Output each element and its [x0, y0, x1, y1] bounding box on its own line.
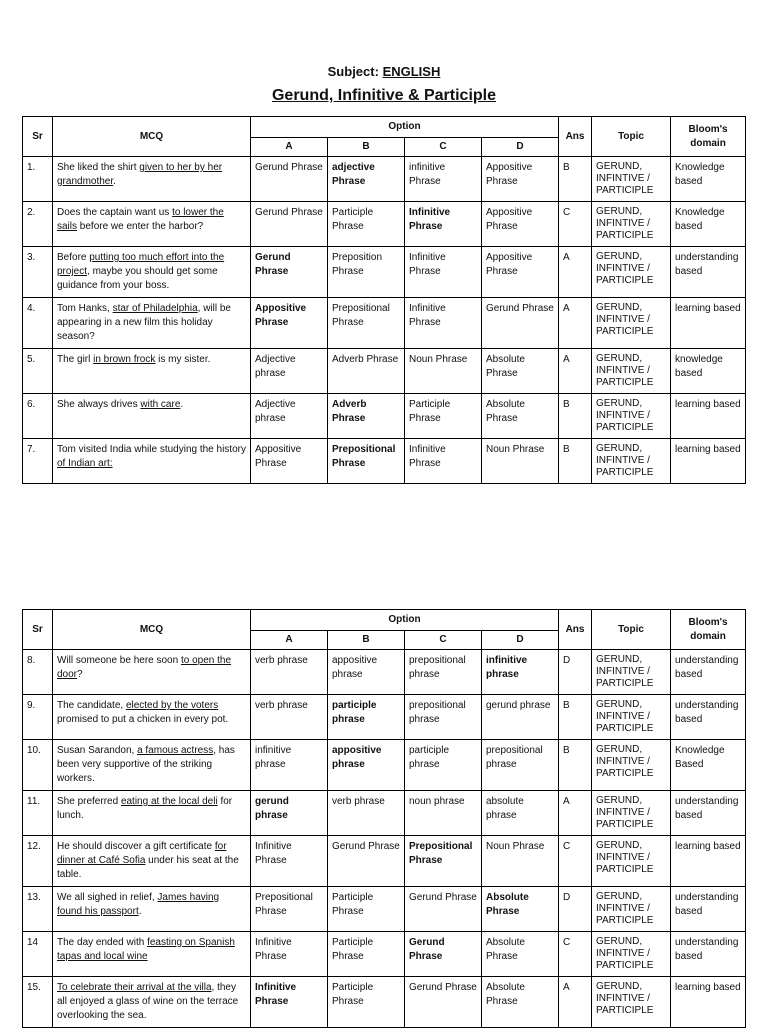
topic: GERUND, INFINTIVE / PARTICIPLE: [592, 650, 671, 695]
question-text: [53, 247, 251, 298]
header-option-a: A: [251, 631, 328, 650]
option-c: Infinitive Phrase: [405, 202, 482, 247]
question-text: [53, 298, 251, 349]
question-number: 13.: [23, 887, 53, 932]
underlined-phrase: for dinner at Café Sofia: [57, 841, 227, 866]
subject-value: ENGLISH: [382, 64, 441, 79]
question-segment: Tom Hanks,: [57, 303, 113, 314]
header-row: [23, 610, 746, 631]
topic: GERUND, INFINTIVE / PARTICIPLE: [592, 247, 671, 298]
question-row: [23, 202, 746, 247]
topic: GERUND, INFINTIVE / PARTICIPLE: [592, 887, 671, 932]
topic: GERUND, INFINTIVE / PARTICIPLE: [592, 932, 671, 977]
option-b: Prepositional Phrase: [328, 439, 405, 484]
answer: C: [559, 202, 592, 247]
question-row: [23, 394, 746, 439]
question-row: [23, 695, 746, 740]
answer: A: [559, 247, 592, 298]
option-b: Adverb Phrase: [328, 394, 405, 439]
question-text: [53, 157, 251, 202]
blooms-domain: learning based: [671, 439, 746, 484]
underlined-phrase: star of Philadelphia: [112, 303, 198, 314]
question-row: [23, 977, 746, 1028]
option-b: Preposition Phrase: [328, 247, 405, 298]
option-c: Infinitive Phrase: [405, 439, 482, 484]
header-mcq: MCQ: [53, 117, 251, 157]
question-segment: ?: [77, 669, 83, 680]
question-text: [53, 791, 251, 836]
option-a: Appositive Phrase: [251, 298, 328, 349]
blooms-domain: learning based: [671, 394, 746, 439]
option-b: participle phrase: [328, 695, 405, 740]
underlined-phrase: James having found his passport: [57, 892, 220, 917]
header-option-a: A: [251, 138, 328, 157]
question-text: [53, 695, 251, 740]
blooms-domain: Knowledge based: [671, 157, 746, 202]
underlined-phrase: in brown frock: [93, 354, 156, 365]
header-ans: Ans: [559, 610, 592, 650]
mcq-table-2: [22, 609, 746, 1028]
header-option: Option: [251, 117, 559, 138]
question-segment: , has been very supportive of the striking workers.: [57, 745, 235, 784]
question-segment: .: [138, 906, 142, 917]
question-text: [53, 740, 251, 791]
option-d: Absolute Phrase: [482, 977, 559, 1028]
question-segment: The day ended with: [57, 937, 148, 948]
option-b: Participle Phrase: [328, 977, 405, 1028]
option-c: Participle Phrase: [405, 394, 482, 439]
answer: D: [559, 650, 592, 695]
option-c: noun phrase: [405, 791, 482, 836]
question-number: 11.: [23, 791, 53, 836]
option-b: Participle Phrase: [328, 932, 405, 977]
underlined-phrase: to lower the sails: [57, 207, 224, 232]
blooms-domain: Knowledge based: [671, 202, 746, 247]
question-segment: under his seat at the table.: [57, 855, 239, 880]
blooms-domain: Knowledge Based: [671, 740, 746, 791]
header-topic: Topic: [592, 610, 671, 650]
answer: B: [559, 740, 592, 791]
underlined-phrase: elected by the voters: [125, 700, 219, 711]
option-a: Gerund Phrase: [251, 157, 328, 202]
question-segment: , they all enjoyed a glass of wine on the terrace overlooking the sea.: [57, 982, 239, 1021]
header-option: Option: [251, 610, 559, 631]
underlined-phrase: a famous actress: [137, 745, 214, 756]
question-row: [23, 349, 746, 394]
option-b: adjective Phrase: [328, 157, 405, 202]
option-d: Appositive Phrase: [482, 247, 559, 298]
subject-label: Subject:: [327, 64, 379, 79]
question-segment: Does the captain want us: [57, 207, 173, 218]
header-option-b: B: [328, 138, 405, 157]
header-bloom: Bloom's domain: [671, 117, 746, 157]
option-c: Prepositional Phrase: [405, 836, 482, 887]
question-segment: Will someone be here soon: [57, 655, 181, 666]
question-text: [53, 650, 251, 695]
question-row: [23, 247, 746, 298]
mcq-table-1: [22, 116, 746, 484]
answer: A: [559, 349, 592, 394]
option-d: Appositive Phrase: [482, 157, 559, 202]
option-c: prepositional phrase: [405, 650, 482, 695]
header-option-d: D: [482, 631, 559, 650]
question-segment: , will be appearing in a new film this holiday season?: [57, 303, 231, 342]
option-d: Noun Phrase: [482, 439, 559, 484]
question-segment: Susan Sarandon,: [57, 745, 138, 756]
question-text: [53, 977, 251, 1028]
answer: A: [559, 298, 592, 349]
option-d: Absolute Phrase: [482, 349, 559, 394]
topic: GERUND, INFINTIVE / PARTICIPLE: [592, 202, 671, 247]
option-d: infinitive phrase: [482, 650, 559, 695]
underlined-phrase: with care: [140, 399, 181, 410]
header-option-c: C: [405, 138, 482, 157]
underlined-phrase: To celebrate their arrival at the villa: [57, 982, 212, 993]
answer: B: [559, 695, 592, 740]
underlined-phrase: of Indian art:: [57, 458, 113, 469]
answer: C: [559, 836, 592, 887]
option-a: Infinitive Phrase: [251, 836, 328, 887]
question-number: 14: [23, 932, 53, 977]
option-c: Infinitive Phrase: [405, 247, 482, 298]
question-segment: Tom visited India while studying the history: [57, 444, 246, 455]
header-option-d: D: [482, 138, 559, 157]
underlined-phrase: given to her by her grandmother: [57, 162, 223, 187]
topic: GERUND, INFINTIVE / PARTICIPLE: [592, 977, 671, 1028]
header-row: [23, 117, 746, 138]
question-segment: .: [113, 176, 116, 187]
question-segment: promised to put a chicken in every pot.: [57, 714, 229, 725]
question-text: [53, 887, 251, 932]
question-row: [23, 836, 746, 887]
option-b: Participle Phrase: [328, 202, 405, 247]
option-a: Infinitive Phrase: [251, 932, 328, 977]
option-a: verb phrase: [251, 695, 328, 740]
answer: C: [559, 932, 592, 977]
option-c: Noun Phrase: [405, 349, 482, 394]
topic: GERUND, INFINTIVE / PARTICIPLE: [592, 394, 671, 439]
option-a: Gerund Phrase: [251, 247, 328, 298]
blooms-domain: understanding based: [671, 695, 746, 740]
option-b: appositive phrase: [328, 740, 405, 791]
question-segment: before we enter the harbor?: [77, 221, 204, 232]
topic: GERUND, INFINTIVE / PARTICIPLE: [592, 157, 671, 202]
question-segment: The girl: [57, 354, 94, 365]
page-title: Gerund, Infinitive & Participle: [271, 87, 497, 104]
question-segment: She always drives: [57, 399, 141, 410]
option-d: Noun Phrase: [482, 836, 559, 887]
option-c: Gerund Phrase: [405, 932, 482, 977]
answer: B: [559, 157, 592, 202]
answer: D: [559, 887, 592, 932]
question-number: 2.: [23, 202, 53, 247]
option-b: appositive phrase: [328, 650, 405, 695]
question-text: [53, 439, 251, 484]
question-number: 6.: [23, 394, 53, 439]
option-d: Absolute Phrase: [482, 932, 559, 977]
option-b: verb phrase: [328, 791, 405, 836]
option-d: Gerund Phrase: [482, 298, 559, 349]
topic: GERUND, INFINTIVE / PARTICIPLE: [592, 349, 671, 394]
option-a: infinitive phrase: [251, 740, 328, 791]
topic: GERUND, INFINTIVE / PARTICIPLE: [592, 439, 671, 484]
option-c: Gerund Phrase: [405, 977, 482, 1028]
question-number: 4.: [23, 298, 53, 349]
answer: A: [559, 791, 592, 836]
blooms-domain: understanding based: [671, 932, 746, 977]
header-bloom: Bloom's domain: [671, 610, 746, 650]
question-number: 10.: [23, 740, 53, 791]
question-text: [53, 836, 251, 887]
option-b: Participle Phrase: [328, 887, 405, 932]
question-row: [23, 887, 746, 932]
question-row: [23, 932, 746, 977]
blooms-domain: understanding based: [671, 887, 746, 932]
underlined-phrase: to open the door: [57, 655, 232, 680]
question-row: [23, 157, 746, 202]
topic: GERUND, INFINTIVE / PARTICIPLE: [592, 791, 671, 836]
answer: A: [559, 977, 592, 1028]
topic: GERUND, INFINTIVE / PARTICIPLE: [592, 740, 671, 791]
header-option-b: B: [328, 631, 405, 650]
header-mcq: MCQ: [53, 610, 251, 650]
header-sr: Sr: [23, 117, 53, 157]
blooms-domain: learning based: [671, 836, 746, 887]
option-a: Adjective phrase: [251, 349, 328, 394]
option-a: Infinitive Phrase: [251, 977, 328, 1028]
option-a: verb phrase: [251, 650, 328, 695]
option-d: absolute phrase: [482, 791, 559, 836]
question-number: 15.: [23, 977, 53, 1028]
question-number: 9.: [23, 695, 53, 740]
question-row: [23, 650, 746, 695]
question-text: [53, 394, 251, 439]
option-d: Absolute Phrase: [482, 887, 559, 932]
option-b: Gerund Phrase: [328, 836, 405, 887]
question-segment: Before: [57, 252, 90, 263]
option-c: participle phrase: [405, 740, 482, 791]
question-segment: .: [180, 399, 184, 410]
question-row: [23, 791, 746, 836]
blooms-domain: knowledge based: [671, 349, 746, 394]
question-segment: , maybe you should get some guidance from your boss.: [57, 266, 218, 291]
underlined-phrase: eating at the local deli: [120, 796, 218, 807]
question-segment: We all sighed in relief,: [57, 892, 158, 903]
header-ans: Ans: [559, 117, 592, 157]
header-topic: Topic: [592, 117, 671, 157]
underlined-phrase: feasting on Spanish tapas and local wine: [57, 937, 235, 962]
question-segment: He should discover a gift certificate: [57, 841, 215, 852]
question-number: 7.: [23, 439, 53, 484]
blooms-domain: learning based: [671, 298, 746, 349]
topic: GERUND, INFINTIVE / PARTICIPLE: [592, 836, 671, 887]
answer: B: [559, 439, 592, 484]
answer: B: [559, 394, 592, 439]
option-a: gerund phrase: [251, 791, 328, 836]
question-segment: is my sister.: [155, 354, 211, 365]
option-b: Prepositional Phrase: [328, 298, 405, 349]
question-segment: She preferred: [57, 796, 121, 807]
option-d: Appositive Phrase: [482, 202, 559, 247]
option-a: Adjective phrase: [251, 394, 328, 439]
question-segment: The candidate,: [57, 700, 126, 711]
option-c: Infinitive Phrase: [405, 298, 482, 349]
question-number: 5.: [23, 349, 53, 394]
blooms-domain: understanding based: [671, 247, 746, 298]
header-option-c: C: [405, 631, 482, 650]
underlined-phrase: putting too much effort into the project: [57, 252, 225, 277]
option-c: infinitive Phrase: [405, 157, 482, 202]
header-sr: Sr: [23, 610, 53, 650]
option-d: Absolute Phrase: [482, 394, 559, 439]
option-a: Gerund Phrase: [251, 202, 328, 247]
question-row: [23, 439, 746, 484]
blooms-domain: understanding based: [671, 650, 746, 695]
topic: GERUND, INFINTIVE / PARTICIPLE: [592, 298, 671, 349]
question-text: [53, 202, 251, 247]
option-d: prepositional phrase: [482, 740, 559, 791]
question-number: 8.: [23, 650, 53, 695]
topic: GERUND, INFINTIVE / PARTICIPLE: [592, 695, 671, 740]
question-number: 3.: [23, 247, 53, 298]
question-number: 1.: [23, 157, 53, 202]
subject-line: [0, 64, 768, 79]
option-d: gerund phrase: [482, 695, 559, 740]
question-number: 12.: [23, 836, 53, 887]
question-segment: for lunch.: [57, 796, 233, 821]
question-text: [53, 932, 251, 977]
blooms-domain: understanding based: [671, 791, 746, 836]
question-row: [23, 298, 746, 349]
option-c: prepositional phrase: [405, 695, 482, 740]
option-a: Prepositional Phrase: [251, 887, 328, 932]
question-text: [53, 349, 251, 394]
question-segment: She liked the shirt: [57, 162, 140, 173]
option-b: Adverb Phrase: [328, 349, 405, 394]
option-a: Appositive Phrase: [251, 439, 328, 484]
blooms-domain: learning based: [671, 977, 746, 1028]
option-c: Gerund Phrase: [405, 887, 482, 932]
question-row: [23, 740, 746, 791]
